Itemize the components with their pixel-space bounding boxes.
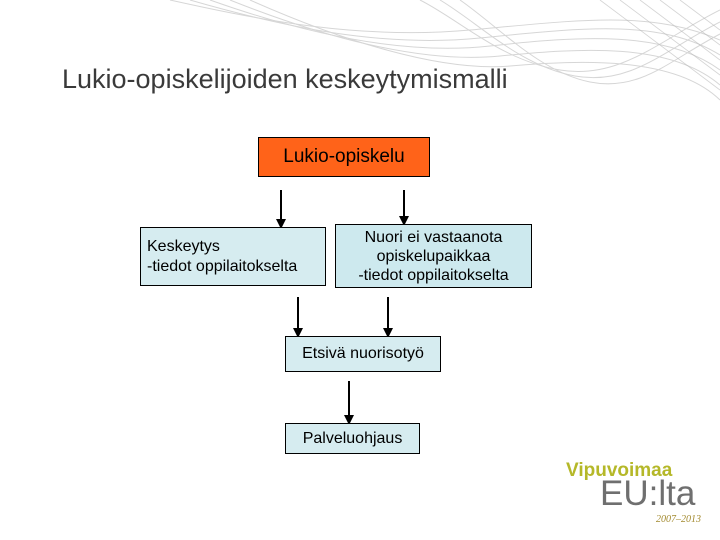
node-label: Palveluohjaus (302, 429, 403, 447)
node-label: Lukio-opiskelu (283, 146, 405, 167)
node-label-line-2: opiskelupaikkaa (376, 247, 491, 265)
node-label-line-2: -tiedot oppilaitokselta (147, 257, 298, 275)
logo-years: 2007–2013 (656, 514, 701, 525)
node-label-line-3: -tiedot oppilaitokselta (358, 266, 509, 284)
page-title: Lukio-opiskelijoiden keskeytymismalli (62, 64, 508, 94)
node-etsiva-nuorisotyo (285, 336, 441, 372)
node-label-line-1: Nuori ei vastaanota (364, 228, 503, 246)
node-label-line-1: Keskeytys (147, 237, 220, 255)
node-label: Etsivä nuorisotyö (302, 345, 424, 362)
node-palveluohjaus (285, 423, 420, 454)
logo-tagline: Vipuvoimaa (566, 460, 673, 481)
node-nuori-ei-vastaanota (335, 224, 532, 288)
node-lukio-opiskelu (258, 137, 430, 177)
logo-eu: EU:lta (600, 474, 696, 513)
node-keskeytys (140, 227, 326, 286)
